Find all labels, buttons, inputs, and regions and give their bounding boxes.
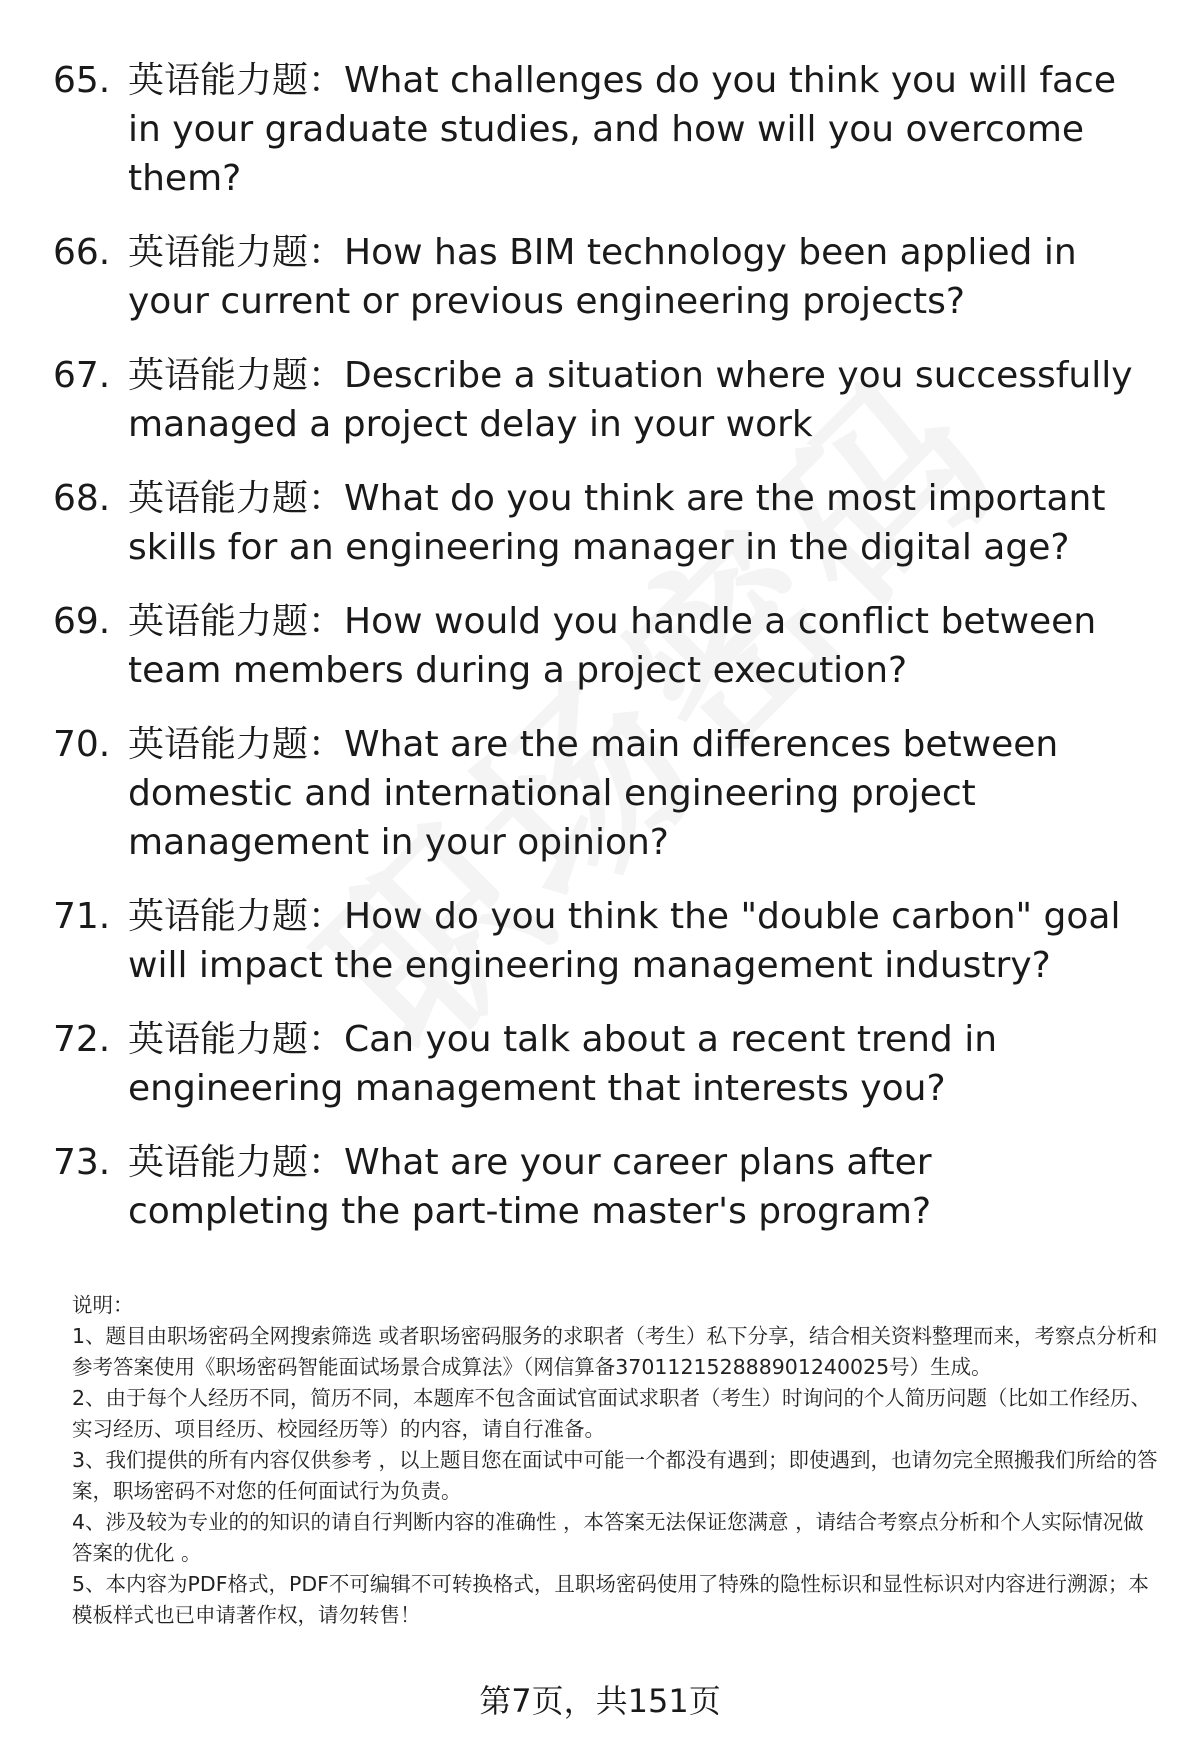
question-number: 67. bbox=[53, 355, 111, 396]
question-item bbox=[0, 597, 1200, 695]
question-item bbox=[0, 474, 1200, 572]
question-text: What are the main differences between domestic and international engineering project management in your opinion? bbox=[128, 724, 1059, 863]
question-number: 70. bbox=[53, 724, 111, 765]
question-tag: 英语能力题： bbox=[128, 232, 345, 273]
question-number: 65. bbox=[53, 60, 111, 101]
question-item bbox=[0, 351, 1200, 449]
question-text: What do you think are the most important skills for an engineering manager in the digital age? bbox=[128, 478, 1106, 568]
note-item: 4、涉及较为专业的的知识的请自行判断内容的准确性 ，本答案无法保证您满意 ，请结合考察点分析和个人实际情况做答案的优化 。 bbox=[72, 1510, 1144, 1565]
question-tag: 英语能力题： bbox=[128, 355, 345, 396]
question-item bbox=[0, 228, 1200, 326]
page-number: 第7页，共151页 bbox=[479, 1682, 721, 1720]
note-item: 3、我们提供的所有内容仅供参考 ，以上题目您在面试中可能一个都没有遇到；即使遇到，也请勿完全照搬我们所给的答案，职场密码不对您的任何面试行为负责。 bbox=[72, 1448, 1158, 1503]
question-tag: 英语能力题： bbox=[128, 724, 345, 765]
question-number: 73. bbox=[53, 1142, 111, 1183]
question-number: 71. bbox=[53, 896, 111, 937]
question-item bbox=[0, 892, 1200, 990]
notes-heading: 说明： bbox=[72, 1293, 134, 1317]
question-list bbox=[0, 56, 1200, 1261]
question-tag: 英语能力题： bbox=[128, 1142, 345, 1183]
question-item bbox=[0, 1138, 1200, 1236]
notes-section bbox=[72, 1290, 1162, 1631]
question-tag: 英语能力题： bbox=[128, 896, 345, 937]
note-item: 5、本内容为PDF格式，PDF不可编辑不可转换格式，且职场密码使用了特殊的隐性标识和显性标识对内容进行溯源；本模板样式也已申请著作权，请勿转售！ bbox=[72, 1572, 1149, 1627]
question-text: What challenges do you think you will face in your graduate studies, and how will you overcome them? bbox=[128, 60, 1116, 199]
question-text: How has BIM technology been applied in your current or previous engineering projects? bbox=[128, 232, 1077, 322]
question-text: Can you talk about a recent trend in engineering management that interests you? bbox=[128, 1019, 998, 1109]
question-tag: 英语能力题： bbox=[128, 601, 345, 642]
note-item: 1、题目由职场密码全网搜索筛选 或者职场密码服务的求职者（考生）私下分享，结合相关资料整理而来，考察点分析和参考答案使用《职场密码智能面试场景合成算法》（网信算备370112152888901240025号）生成。 bbox=[72, 1324, 1158, 1379]
question-tag: 英语能力题： bbox=[128, 1019, 345, 1060]
question-text: How do you think the "double carbon" goal will impact the engineering management industry? bbox=[128, 896, 1121, 986]
question-item bbox=[0, 1015, 1200, 1113]
question-item bbox=[0, 720, 1200, 867]
question-number: 66. bbox=[53, 232, 111, 273]
note-item: 2、由于每个人经历不同，简历不同，本题库不包含面试官面试求职者（考生）时询问的个人简历问题（比如工作经历、实习经历、项目经历、校园经历等）的内容，请自行准备。 bbox=[72, 1386, 1152, 1441]
question-number: 72. bbox=[53, 1019, 111, 1060]
question-item bbox=[0, 56, 1200, 203]
question-tag: 英语能力题： bbox=[128, 478, 345, 519]
question-text: How would you handle a conflict between team members during a project execution? bbox=[128, 601, 1097, 691]
question-text: What are your career plans after completing the part-time master's program? bbox=[128, 1142, 932, 1232]
question-number: 69. bbox=[53, 601, 111, 642]
question-number: 68. bbox=[53, 478, 111, 519]
question-text: Describe a situation where you successfully managed a project delay in your work bbox=[128, 355, 1133, 445]
question-tag: 英语能力题： bbox=[128, 60, 345, 101]
